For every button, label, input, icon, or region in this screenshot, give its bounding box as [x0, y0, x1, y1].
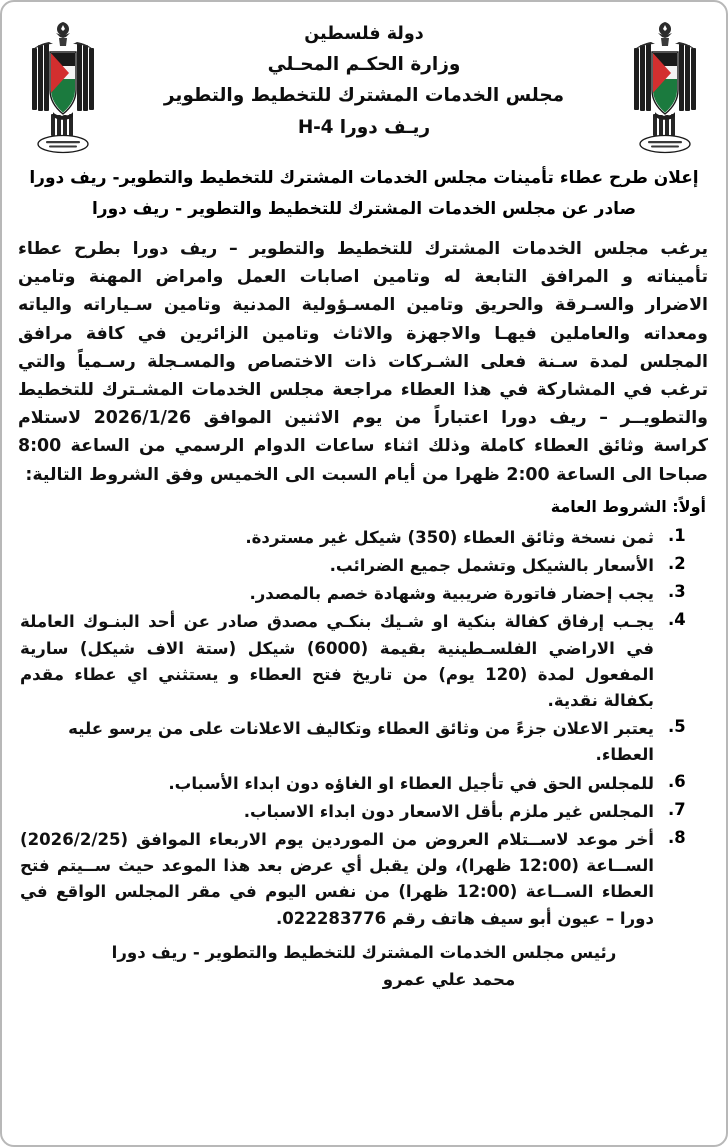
condition-item: [16, 771, 708, 797]
announcement-title-line2: صادر عن مجلس الخدمات المشترك للتخطيط والتطوير - ريف دورا: [91, 199, 636, 219]
document-header: [16, 12, 712, 164]
signature-block: [16, 940, 712, 994]
condition-text: يجـب إرفاق كفالة بنكية او شـيك بنكـي مصدق صادر عن أحد البنـوك العاملة في الاراضي الفلسـطينية بقيمة (6000) شيكل (ستة الاف شيكل) سارية المفعول لمدة (120 يوم) من تاريخ فتح العطاء و يستثني اي عطاء مقدم بكفالة نقدية.: [20, 612, 655, 710]
condition-number: .7: [668, 799, 686, 819]
condition-text: يجب إحضار فاتورة ضريبية وشهادة خصم بالمصدر.: [249, 584, 654, 604]
signatory-name: محمد علي عمرو: [382, 969, 516, 989]
announcement-title-line1: إعلان طرح عطاء تأمينات مجلس الخدمات المشترك للتخطيط والتطوير- ريف دورا: [29, 168, 699, 188]
condition-number: .8: [668, 827, 686, 847]
condition-item: [16, 553, 708, 579]
condition-text: ثمن نسخة وثائق العطاء (350) شيكل غير مستردة.: [245, 527, 654, 547]
header-line-state: دولة فلسطين: [304, 24, 424, 44]
condition-number: .4: [668, 610, 686, 630]
condition-text: يعتبر الاعلان جزءً من وثائق العطاء وتكاليف الاعلانات على من يرسو عليه العطاء.: [68, 719, 654, 765]
condition-text: الأسعار بالشيكل وتشمل جميع الضرائب.: [329, 555, 654, 575]
condition-item: [16, 827, 708, 932]
condition-text: المجلس غير ملزم بأقل الاسعار دون ابداء الاسباب.: [243, 801, 654, 821]
condition-number: .6: [668, 771, 686, 791]
condition-item: [16, 609, 708, 714]
condition-number: .1: [668, 525, 686, 545]
header-line-council: مجلس الخدمات المشترك للتخطيط والتطوير: [163, 85, 565, 106]
condition-item: [16, 799, 708, 825]
header-title-block: [100, 18, 628, 137]
condition-item: [16, 716, 708, 768]
condition-item: [16, 581, 708, 607]
general-conditions-heading: أولاً: الشروط العامة: [550, 496, 706, 516]
general-conditions-list: [16, 525, 712, 932]
condition-text: للمجلس الحق في تأجيل العطاء او الغاؤه دون ابداء الأسباب.: [168, 773, 654, 793]
signatory-role: رئيس مجلس الخدمات المشترك للتخطيط والتطوير - ريف دورا: [111, 942, 617, 962]
header-line-region: ريـف دورا H-4: [297, 116, 431, 138]
palestinian-eagle-emblem-left: [26, 18, 100, 158]
announcement-title: [16, 170, 712, 218]
condition-number: .2: [668, 553, 686, 573]
condition-item: [16, 525, 708, 551]
condition-number: .5: [668, 717, 686, 737]
announcement-body-paragraph: يرغب مجلس الخدمات المشترك للتخطيط والتطوير – ريف دورا بطرح عطاء تأميناته و المرافق التابعة له وتامين اصابات العمل وامراض المهنة وتامين الاضرار والسـرقة والحريق وتامين المسـؤولية المدنية وتامين سـياراته والياته ومعداته والعاملين فيهـا والاجهزة والاثاث وتامين الزائرين في كافة مرافق المجلس لمدة سـنة فعلى الشـركات ذات الاختصاص والمسـجلة رسـمياً والتي ترغب في المشاركة في هذا العطاء مراجعة مجلس الخدمات المشـترك للتخطيط والتطويــر – ريف دورا اعتباراً من يوم الاثنين الموافق 2026/1/26 لاستلام كراسة وثائق العطاء كاملة وذلك اثناء ساعات الدوام الرسمي من الساعة 8:00 صباحا الى الساعة 2:00 ظهرا من أيام السبت الى الخميس وفق الشروط التالية:: [18, 239, 708, 485]
palestinian-eagle-emblem-right: [628, 18, 702, 158]
condition-text: أخر موعد لاســتلام العروض من الموردين يوم الاربعاء الموافق (2026/2/25) الســاعة (12:00 ظهرا)، ولن يقبل أي عرض بعد هذا الموعد حيث ســيتم فتح العطاء الســاعة (12:00 ظهرا) من نفس اليوم في مقر المجلس الواقع في دورا – عيون أبو سيف هاتف رقم 022283776.: [20, 829, 654, 928]
condition-number: .3: [668, 582, 686, 602]
header-line-ministry: وزارة الحكـم المحـلي: [267, 53, 461, 75]
